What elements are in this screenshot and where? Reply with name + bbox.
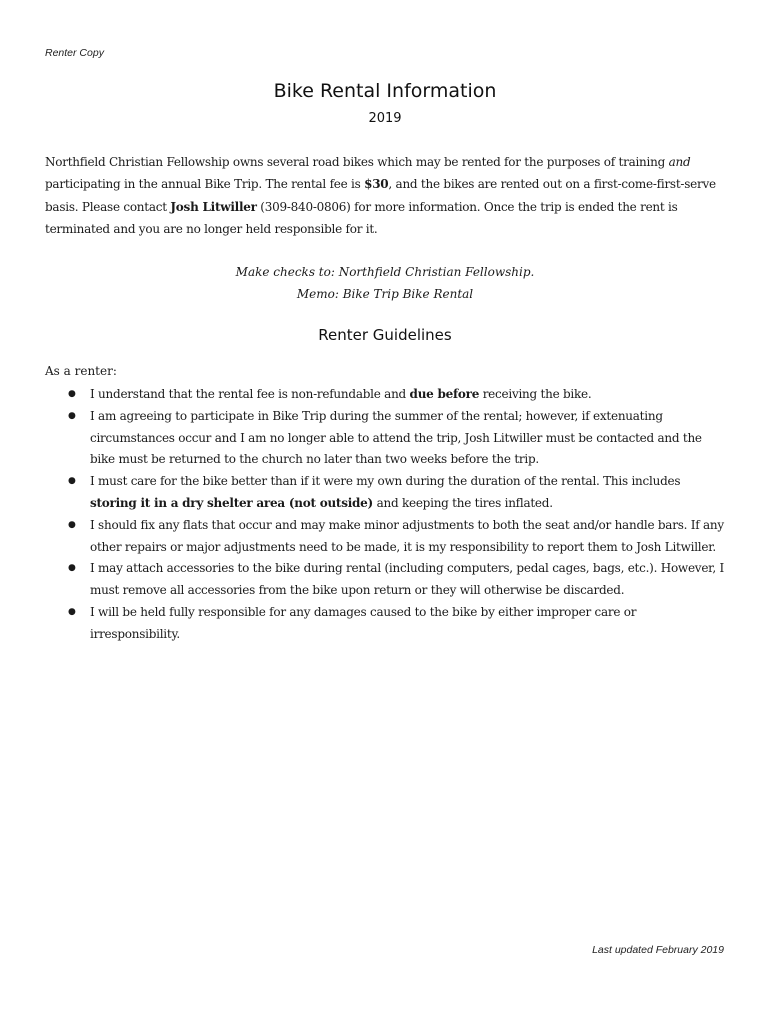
document-year: 2019 <box>368 111 402 126</box>
guidelines-list <box>45 384 729 646</box>
guideline-text: I should fix any flats that occur and may make minor adjustments to both the seat and/or handle bars. If any other repairs or major adjustments need to be made, it is my responsibility to report them to Josh Litwiller. <box>90 517 724 554</box>
guideline-text: and keeping the tires inflated. <box>373 495 553 510</box>
list-item <box>45 558 729 602</box>
intro-paragraph <box>45 151 729 240</box>
guideline-text: I will be held fully responsible for any damages caused to the bike by either improper care or irresponsibility. <box>90 604 637 641</box>
guideline-text: I must care for the bike better than if it were my own during the duration of the rental. This includes <box>90 474 681 489</box>
guidelines-lead: As a renter: <box>45 364 117 378</box>
checks-payable-line: Make checks to: Northfield Christian Fellowship. <box>235 265 535 279</box>
bullet-icon: ● <box>68 563 76 574</box>
guideline-bold: due before <box>409 387 480 401</box>
list-item <box>45 471 729 515</box>
bullet-icon: ● <box>68 410 76 421</box>
list-item <box>45 384 729 406</box>
guideline-text: I may attach accessories to the bike during rental (including computers, pedal cages, bags, etc.). However, I must remove all accessories from the bike upon return or they will otherwise be discarded. <box>90 561 724 598</box>
rental-fee: $30 <box>364 177 389 192</box>
list-item <box>45 406 729 471</box>
memo-line: Memo: Bike Trip Bike Rental <box>296 287 474 301</box>
intro-text: Northfield Christian Fellowship owns several road bikes which may be rented for the purposes of training <box>45 155 669 169</box>
page-title: Bike Rental Information <box>273 80 497 102</box>
bullet-icon: ● <box>68 476 76 487</box>
intro-text: , and the bikes are rented out on a first-come-first-serve basis. Please contact <box>45 177 716 214</box>
intro-text: (309-840-0806) for more information. Once the trip is ended the rent is terminated and you are no longer held responsible for it. <box>45 199 678 236</box>
guideline-bold: storing it in a dry shelter area (not outside) <box>90 495 373 510</box>
intro-text: participating in the annual Bike Trip. The rental fee is <box>45 177 365 192</box>
intro-emphasis: and <box>668 155 691 169</box>
list-item <box>45 602 729 646</box>
last-updated-note: Last updated February 2019 <box>592 944 724 956</box>
list-item <box>45 515 729 559</box>
guidelines-heading: Renter Guidelines <box>318 326 452 344</box>
bullet-icon: ● <box>68 606 76 617</box>
contact-name: Josh Litwiller <box>170 199 257 214</box>
guideline-text: I understand that the rental fee is non-refundable and <box>90 387 410 401</box>
payment-instructions <box>0 261 770 305</box>
bullet-icon: ● <box>68 389 76 399</box>
guideline-text: I am agreeing to participate in Bike Trip during the summer of the rental; however, if extenuating circumstances occur and I am no longer able to attend the trip, Josh Litwiller must be contacted and the bike must be returned to the church no later than two weeks before the trip. <box>90 408 702 467</box>
guideline-text: receiving the bike. <box>479 387 592 401</box>
bullet-icon: ● <box>68 519 76 530</box>
renter-copy-label: Renter Copy <box>45 47 104 59</box>
